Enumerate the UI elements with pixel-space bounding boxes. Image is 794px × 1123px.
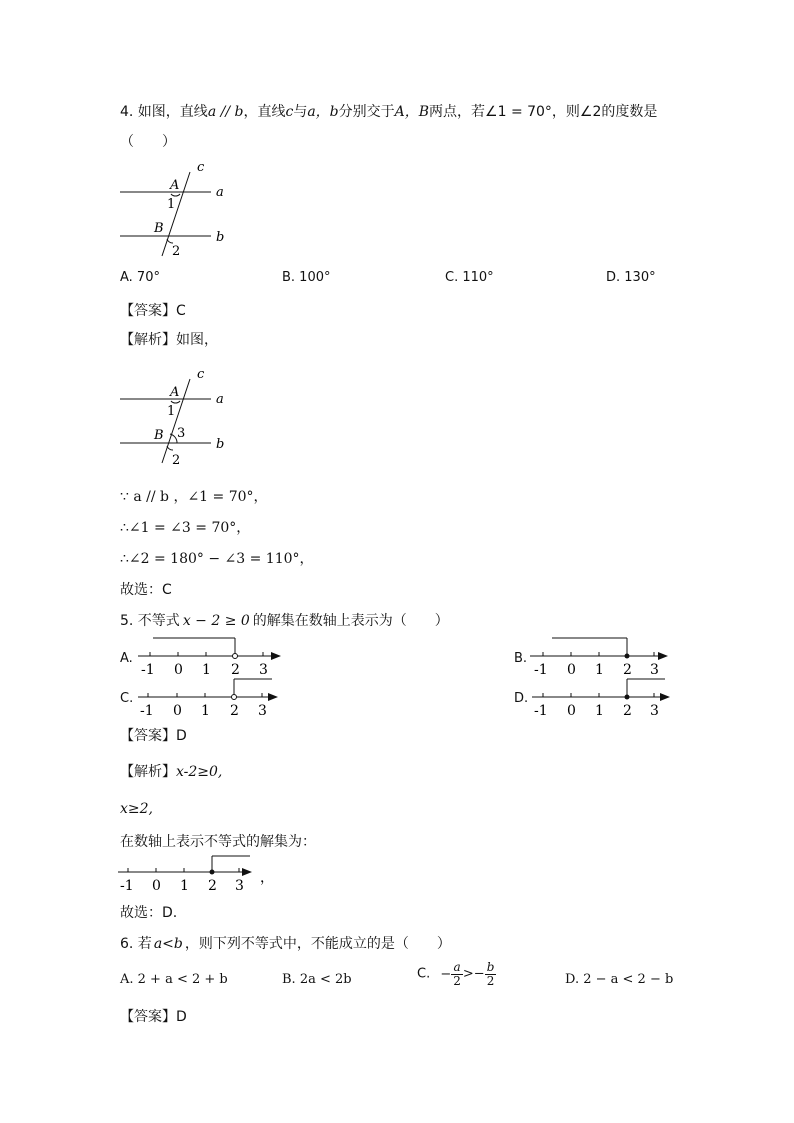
q4-answer: 【答案】C (120, 303, 186, 319)
q5-numberline-c (138, 673, 288, 727)
q6-option-d: D. 2 − a < 2 − b (565, 972, 674, 987)
fig2-label-2: 2 (172, 453, 181, 467)
q4-var-parallel: a // b (207, 104, 244, 120)
tick-d-1: -1 (534, 703, 548, 719)
q4-step-1: ∵ a // b ，∠1 = 70°， (120, 489, 268, 505)
q4-option-d: D. 130° (606, 270, 656, 285)
q5-result: x≥2, (120, 801, 153, 817)
q4-analysis-head: 【解析】如图， (120, 332, 218, 348)
tick-c-1: -1 (140, 703, 154, 719)
q5-option-a-label: A. (120, 651, 133, 666)
tick-b-4: 2 (623, 662, 632, 678)
tick-e-3: 1 (180, 878, 189, 894)
fig2-label-1: 1 (167, 404, 176, 419)
fig1-label-c: c (197, 160, 205, 175)
numberline-comma: ， (260, 870, 274, 886)
tick-d-2: 0 (567, 703, 576, 719)
tick-a-3: 1 (202, 662, 211, 678)
tick-a-5: 3 (259, 662, 268, 678)
fig2-label-3: 3 (177, 426, 186, 441)
fig2-label-B: B (154, 428, 164, 443)
fraction-a-over-2: $\frac{a}{2}$ (453, 960, 461, 988)
q4-step-2: ∴∠1 = ∠3 = 70°， (120, 520, 251, 536)
fig2-label-a: a (216, 392, 224, 407)
tick-d-4: 2 (623, 703, 632, 719)
tick-c-4: 2 (230, 703, 239, 719)
tick-b-2: 0 (567, 662, 576, 678)
tick-b-1: -1 (534, 662, 548, 678)
tick-e-4: 2 (208, 878, 217, 894)
q5-option-b-label: B. (514, 651, 528, 666)
q4-stem: 4. 如图，直线a // b，直线c与a，b分别交于A，B两点，若∠1 = 70°，则∠2的度数是 (120, 104, 658, 120)
fig1-label-1: 1 (167, 197, 176, 212)
q6-option-c: C. − $\frac{a}{2}$ >− $\frac{b}{2}$ (417, 960, 495, 988)
q5-numberline-d (532, 673, 682, 727)
q5-stem: 5. 不等式 x − 2 ≥ 0 的解集在数轴上表示为（ ） (120, 613, 449, 629)
tick-b-5: 3 (650, 662, 659, 678)
q5-choose: 故选：D. (120, 905, 178, 921)
fig1-label-B: B (154, 221, 164, 236)
q6-option-b: B. 2a < 2b (282, 972, 352, 987)
q6-stem: 6. 若 a<b ，则下列不等式中，不能成立的是（ ） (120, 936, 451, 952)
q5-analysis: 【解析】x-2≥0, (120, 764, 223, 780)
q5-note: 在数轴上表示不等式的解集为： (120, 834, 316, 850)
tick-a-1: -1 (141, 662, 155, 678)
tick-a-2: 0 (174, 662, 183, 678)
q5-answer: 【答案】D (120, 728, 187, 744)
q5-option-d-label: D. (514, 691, 529, 706)
tick-c-2: 0 (173, 703, 182, 719)
tick-e-2: 0 (152, 878, 161, 894)
q4-option-c: C. 110° (445, 270, 494, 285)
q6-stem-expression: a<b (153, 936, 183, 952)
tick-d-5: 3 (650, 703, 659, 719)
q6-option-a: A. 2 + a < 2 + b (120, 972, 228, 987)
tick-c-5: 3 (258, 703, 267, 719)
q4-option-a: A. 70° (120, 270, 160, 285)
tick-d-3: 1 (595, 703, 604, 719)
tick-e-1: -1 (120, 878, 134, 894)
q4-choose: 故选：C (120, 582, 172, 598)
fig1-label-a: a (216, 185, 224, 200)
tick-c-3: 1 (201, 703, 210, 719)
fraction-b-over-2: $\frac{b}{2}$ (486, 960, 495, 988)
q5-option-c-label: C. (120, 691, 134, 706)
fig2-label-A: A (170, 385, 180, 400)
q5-analysis-numberline (118, 852, 278, 900)
tick-b-3: 1 (595, 662, 604, 678)
fig1-label-b: b (216, 230, 225, 245)
q4-step-3: ∴∠2 = 180° − ∠3 = 110°， (120, 551, 314, 567)
q4-figure (118, 158, 248, 264)
fig1-label-A: A (170, 178, 180, 193)
fig2-label-b: b (216, 437, 225, 452)
fig2-label-c: c (197, 367, 205, 382)
q6-answer: 【答案】D (120, 1009, 187, 1025)
q4-analysis-figure (118, 365, 248, 471)
q5-stem-expression: x − 2 ≥ 0 (182, 613, 250, 629)
tick-e-5: 3 (235, 878, 244, 894)
tick-a-4: 2 (231, 662, 240, 678)
fig1-label-2: 2 (172, 244, 181, 259)
q4-paren: （ ） (120, 134, 176, 150)
q4-option-b: B. 100° (282, 270, 331, 285)
